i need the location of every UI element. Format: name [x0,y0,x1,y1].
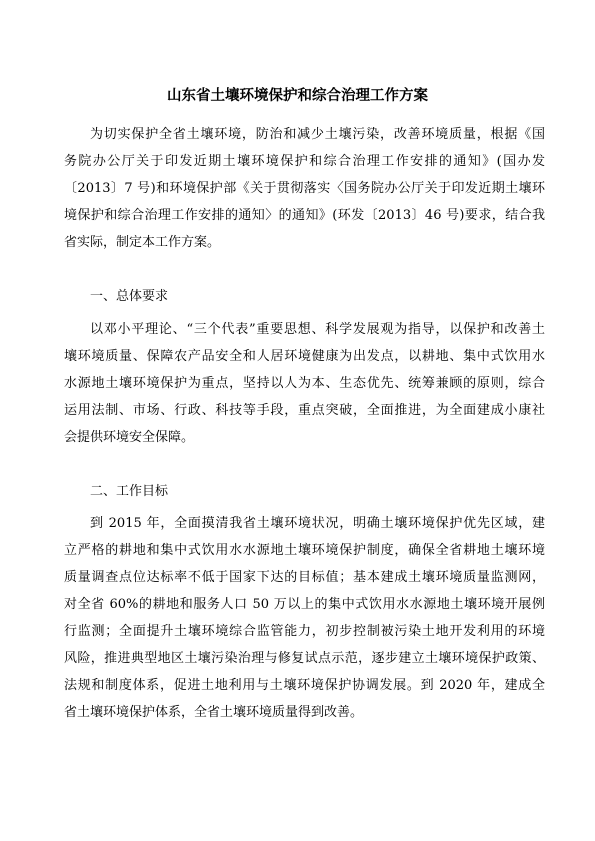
paragraph-line: 运用法制、市场、行政、科技等手段，重点突破，全面推进，为全面建成小康社 [64,403,545,418]
paragraph-line: 行监测；全面提升土壤环境综合监管能力，初步控制被污染土地开发利用的环境 [64,624,545,639]
paragraph-line: 质量调查点位达标率不低于国家下达的目标值；基本建成土壤环境质量监测网， [64,570,545,585]
section-heading-work-goals: 二、工作目标 [90,484,169,499]
paragraph-line: 〔2013〕7 号)和环境保护部《关于贯彻落实〈国务院办公厅关于印发近期土壤环 [64,181,545,196]
paragraph-line: 为切实保护全省土壤环境，防治和减少土壤污染，改善环境质量，根据《国 [90,127,545,142]
general-requirements-paragraph [64,316,545,451]
paragraph-line: 境保护和综合治理工作安排的通知〉的通知》(环发〔2013〕46 号)要求，结合我 [64,208,545,223]
section-heading-general-requirements: 一、总体要求 [90,289,169,304]
paragraph-line: 务院办公厅关于印发近期土壤环境保护和综合治理工作安排的通知》(国办发 [64,154,545,169]
document-title: 山东省土壤环境保护和综合治理工作方案 [167,88,428,104]
paragraph-line: 水源地土壤环境保护为重点，坚持以人为本、生态优先、统筹兼顾的原则，综合 [64,376,545,391]
paragraph-line: 法规和制度体系，促进土地利用与土壤环境保护协调发展。到 2020 年，建成全 [64,678,545,693]
paragraph-line: 立严格的耕地和集中式饮用水水源地土壤环境保护制度，确保全省耕地土壤环境 [64,543,545,558]
intro-paragraph [64,121,545,256]
paragraph-line: 省实际，制定本工作方案。 [64,235,221,250]
work-goals-paragraph [64,510,545,726]
paragraph-line: 以邓小平理论、“三个代表”重要思想、科学发展观为指导，以保护和改善土 [90,322,545,337]
paragraph-line: 对全省 60%的耕地和服务人口 50 万以上的集中式饮用水水源地土壤环境开展例 [64,597,545,612]
paragraph-line: 壤环境质量、保障农产品安全和人居环境健康为出发点，以耕地、集中式饮用水 [64,349,545,364]
paragraph-line: 省土壤环境保护体系，全省土壤环境质量得到改善。 [64,705,364,720]
paragraph-line: 到 2015 年，全面摸清我省土壤环境状况，明确土壤环境保护优先区域，建 [90,516,545,531]
paragraph-line: 会提供环境安全保障。 [64,430,195,445]
paragraph-line: 风险，推进典型地区土壤污染治理与修复试点示范，逐步建立土壤环境保护政策、 [64,651,545,666]
